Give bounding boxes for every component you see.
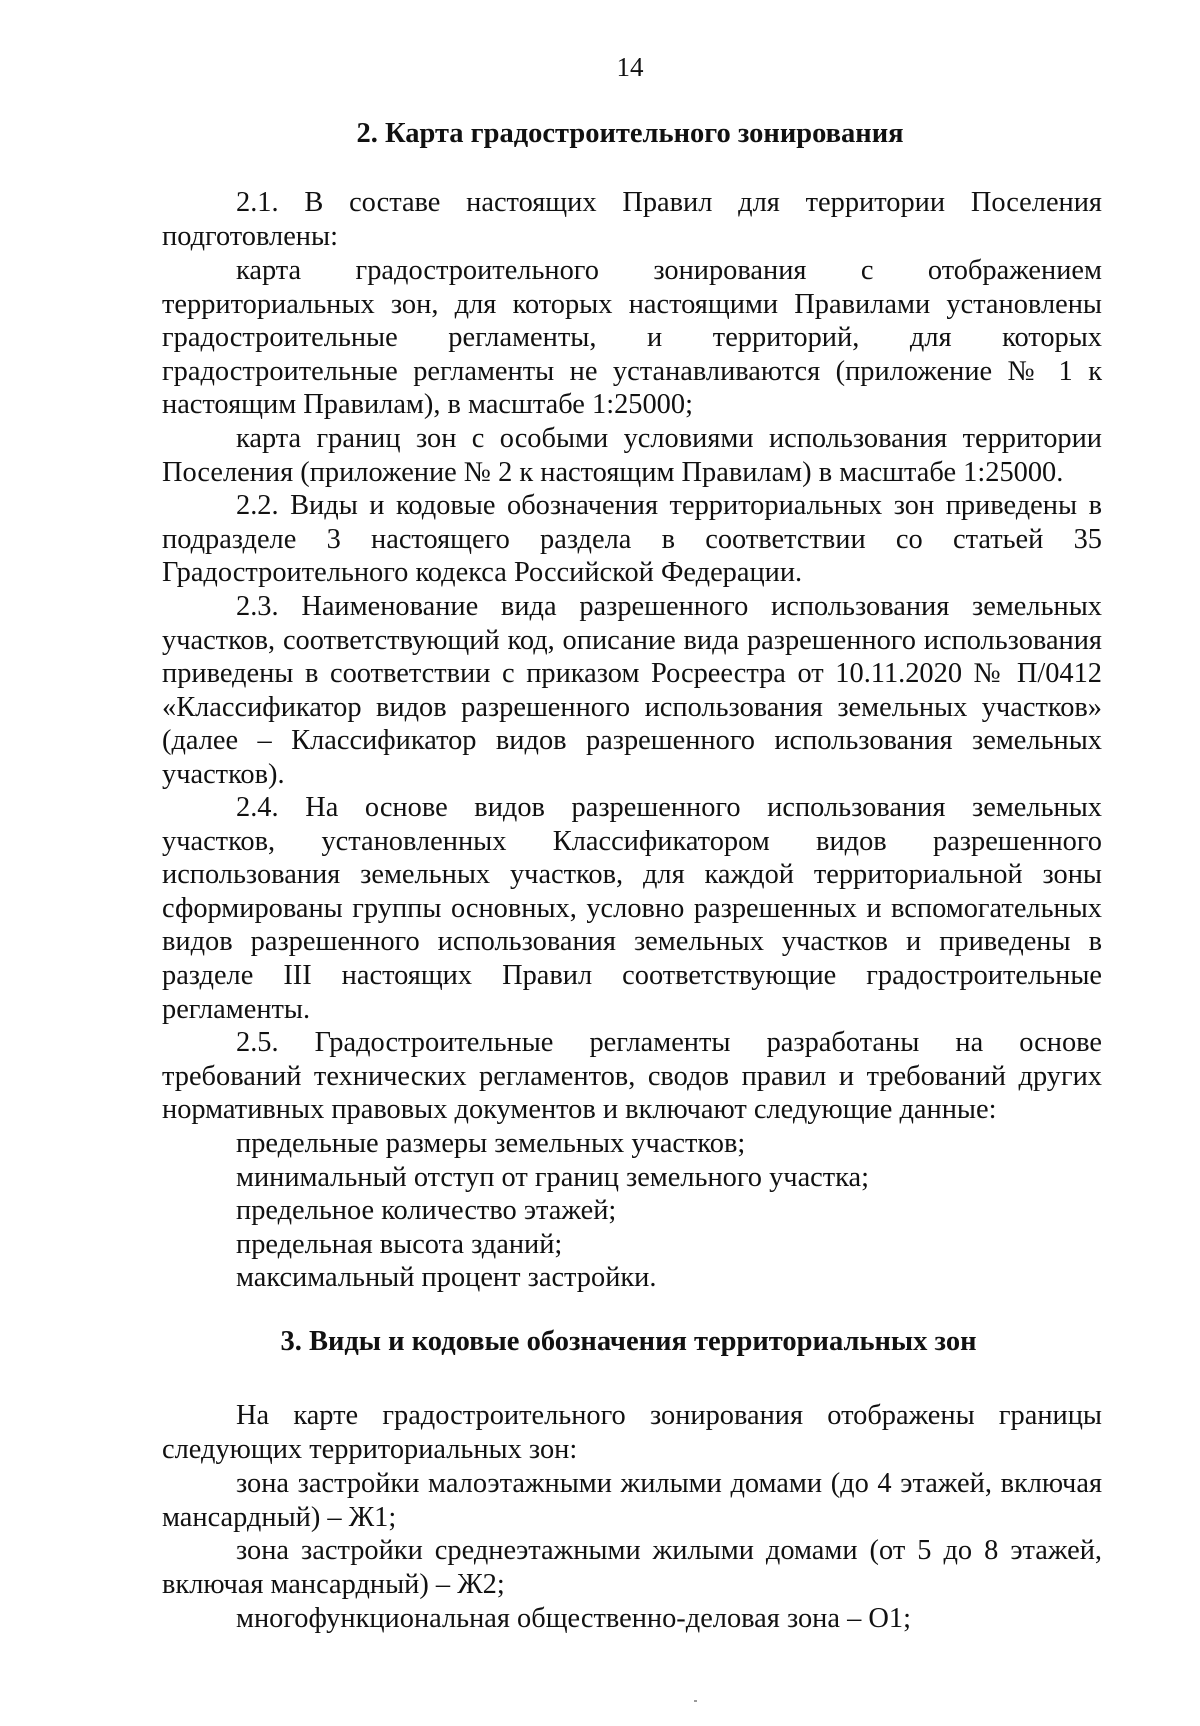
list-item: минимальный отступ от границ земельного участка;	[236, 1161, 870, 1193]
paragraph-2-4: 2.4. На основе видов разрешенного использования земельных участков, установленных Классификатором видов разрешенного использования земельных участков, для каждой территориальной зоны сформированы группы основных, условно разрешенных и вспомогательных видов разрешенного использования земельных участков и приведены в разделе III настоящих Правил соответствующие градостроительные регламенты.	[162, 792, 1102, 1025]
zone-item-zh1: зона застройки малоэтажными жилыми домами (до 4 этажей, включая мансардный) – Ж1;	[162, 1468, 1102, 1533]
paragraph-2-1-item-1: карта градостроительного зонирования с отображением территориальных зон, для которых настоящими Правилами установлены градостроительные регламенты, и территорий, для которых градостроительные регламенты не устанавливаются (приложение № 1 к настоящим Правилам), в масштабе 1:25000;	[162, 255, 1102, 421]
paragraph-2-2: 2.2. Виды и кодовые обозначения территориальных зон приведены в подразделе 3 настоящего раздела в соответствии со статьей 35 Градостроительного кодекса Российской Федерации.	[162, 490, 1102, 589]
page-number: 14	[616, 52, 644, 82]
regulation-list	[162, 1127, 1102, 1295]
list-item: предельное количество этажей;	[236, 1195, 617, 1227]
scan-speck	[694, 1700, 697, 1702]
zone-item-zh2: зона застройки среднеэтажными жилыми домами (от 5 до 8 этажей, включая мансардный) – Ж2;	[162, 1535, 1102, 1600]
list-item: максимальный процент застройки.	[236, 1262, 657, 1294]
section-3-intro: На карте градостроительного зонирования отображены границы следующих территориальных зон:	[162, 1400, 1102, 1465]
section-2-heading: 2. Карта градостроительного зонирования	[356, 118, 904, 149]
paragraph-2-5: 2.5. Градостроительные регламенты разработаны на основе требований технических регламентов, сводов правил и требований других нормативных правовых документов и включают следующие данные:	[162, 1027, 1102, 1126]
section-3-heading: 3. Виды и кодовые обозначения территориальных зон	[280, 1326, 977, 1357]
paragraph-2-1: 2.1. В составе настоящих Правил для территории Поселения подготовлены:	[162, 187, 1102, 252]
list-item: предельные размеры земельных участков;	[236, 1128, 746, 1159]
zone-item-o1: многофункциональная общественно-деловая зона – О1;	[236, 1603, 911, 1634]
paragraph-2-3: 2.3. Наименование вида разрешенного использования земельных участков, соответствующий код, описание вида разрешенного использования приведены в соответствии с приказом Росреестра от 10.11.2020 № П/0412 «Классификатор видов разрешенного использования земельных участков» (далее – Классификатор видов разрешенного использования земельных участков).	[162, 591, 1102, 790]
paragraph-2-1-item-2: карта границ зон с особыми условиями использования территории Поселения (приложение № 2 к настоящим Правилам) в масштабе 1:25000.	[162, 423, 1102, 488]
list-item: предельная высота зданий;	[236, 1228, 563, 1260]
